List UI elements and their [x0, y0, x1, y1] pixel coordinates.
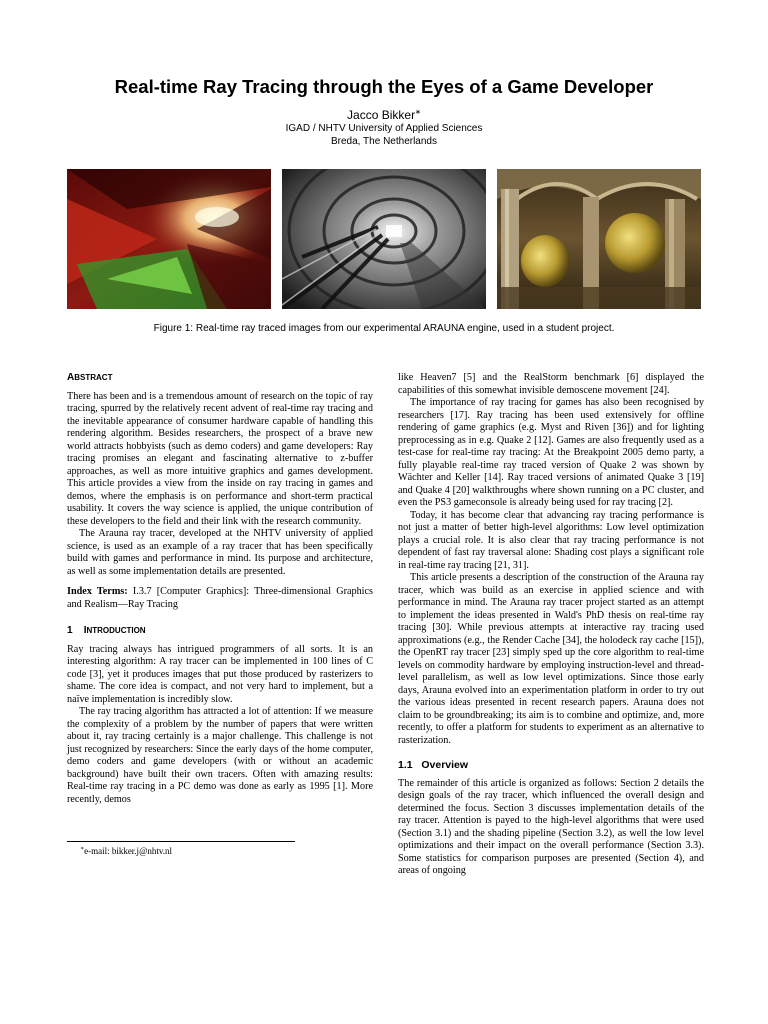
right-paragraph-3: Today, it has become clear that advancing ray tracing performance is not just a matter of better high-level algorithms: Low level optimization plays a crucial role. It is also clear that ray tracing performance is not dependent of fast ray traversal alone: Shading cost plays a significant role in real-time ray tracing [21, 31].	[398, 509, 704, 571]
abstract-paragraph-1: There has been and is a tremendous amount of research on the topic of ray tracing, spurred by the relatively recent advent of real-time ray tracing and the inevitable appearance of consumer hardware capable of handling this rendering algorithm. Besides researchers, the prospect of a brave new world attracts hobbyists (such as demo coders) and game developers: Ray tracing promises an elegant and fascinating alternative to z-buffer approaches, as well as more intuitive graphics and games development. This article provides a view from the inside on ray tracing in games and demos, where the emphasis is on performance and short-term practical usability. It covers the way science is applied, the unique contribution of these developers to the field and their link with the research community.	[67, 390, 373, 527]
index-terms	[67, 586, 373, 611]
figure-image-columns	[497, 169, 701, 309]
left-column	[67, 372, 373, 806]
paper-title: Real-time Ray Tracing through the Eyes of a Game Developer	[114, 76, 654, 97]
intro-paragraph-2: The ray tracing algorithm has attracted a lot of attention: If we measure the complexity of a problem by the number of papers that were written about it, ray tracing certainly is a major challenge. This challenge is not just recognized by researchers: Since the early days of the home computer, demo coders and game developers (with or without an academic background) have built their own tracers. Often with amazing results: Real-time ray tracing in a PC demo was done as early as 1995 [1]. More recently, demos	[67, 706, 373, 805]
overview-heading: 1.1 Overview	[398, 759, 469, 771]
index-terms-label: Index Terms:	[67, 586, 128, 597]
figure-image-red-scene	[67, 169, 271, 309]
index-terms-text: I.3.7 [Computer Graphics]: Three-dimensional Graphics and Realism—Ray Tracing	[67, 586, 373, 610]
right-column	[398, 372, 704, 878]
introduction-heading-initial: I	[83, 625, 87, 636]
footnote	[80, 845, 172, 856]
right-paragraph-4: This article presents a description of the construction of the Arauna ray tracer, which was build as an exercise in applied science and with performance in mind. The Arauna ray tracer project started as an attempt to implement the ideas presented in Wald's PhD thesis on real-time ray tracing [30]. While previous attempts at interactive ray tracing used approximations (e.g., the Render Cache [34], the holodeck ray cache [15]), the OpenRT ray tracer [23] simply sped up the core algorithm to real-time levels on commodity hardware by employing instruction-level and thread-level parallelism, as well as low level optimizations. Since those early days, Arauna evolved into an experimentation platform in order to try out the various ideas presented in recent research papers. Arauna does not claim to be groundbreaking; its aim is to combine and optimize, and, more recently, to offer a platform for students to experiment as an alternative to rasterization.	[398, 572, 704, 746]
footnote-rule	[67, 841, 295, 842]
affiliation-line-1: IGAD / NHTV University of Applied Sciences	[285, 123, 483, 134]
author-footnote-mark: ∗	[415, 109, 421, 116]
affiliation-line-2: Breda, The Netherlands	[331, 135, 437, 147]
abstract-heading	[67, 372, 373, 385]
intro-paragraph-1: Ray tracing always has intrigued programmers of all sorts. It is an interesting algorithm: A ray tracer can be implemented in 100 lines of C code [3], yet it produces images that put those produced by rasterizers to shame. The core idea is compact, and not very hard to implement, but a naïve implementation is incredibly slow.	[67, 643, 373, 705]
author-name-text: Jacco Bikker	[347, 108, 416, 122]
introduction-number: 1	[67, 625, 73, 636]
figure-image-corridor	[282, 169, 486, 309]
right-paragraph-1: like Heaven7 [5] and the RealStorm benchmark [6] displayed the capabilities of this somewhat invisible demoscene movement [24].	[398, 372, 704, 396]
affiliation	[0, 123, 768, 148]
overview-paragraph-1: The remainder of this article is organized as follows: Section 2 details the design goals of the ray tracer, which influenced the overall design and determined the focus. Section 3 discusses implementation details of the ray tracer. Attention is payed to the high-level algorithms that were used (Section 3.1) and the shading pipeline (Section 3.2), as well the low level optimizations and their impact on the overall performance (Section 3.3). Some statistics for comparison purposes are presented (Section 4), and areas of ongoing	[398, 777, 704, 876]
footnote-text: e-mail: bikker.j@nhtv.nl	[84, 846, 173, 856]
author-name	[0, 108, 768, 122]
figure-caption: Figure 1: Real-time ray traced images from our experimental ARAUNA engine, used in a student project.	[153, 323, 615, 334]
abstract-heading-rest: BSTRACT	[74, 373, 113, 382]
footnote-mark: ∗	[80, 846, 85, 852]
introduction-heading	[67, 625, 373, 638]
abstract-paragraph-2: The Arauna ray tracer, developed at the NHTV university of applied science, is used as an example of a ray tracer that has been specifically build with games and performance in mind. Its purpose and architecture, as well as some implementation details are presented.	[67, 528, 373, 577]
abstract-heading-initial: A	[67, 372, 75, 383]
figure-1-images	[67, 169, 701, 309]
right-paragraph-2: The importance of ray tracing for games has also been recognised by researchers [17]. Ray tracing has been used extensively for offline rendering of game graphics (e.g. Myst and Riven [36]) and for lighting preprocessing as in e.g. Quake 2 [12]. Games are also frequently used as a test-case for real-time ray tracing: At the Breakpoint 2005 demo party, a fully playable real-time ray traced version of Quake 2 was shown by Wächter and Keller [14]. Ray traced versions of animated Quake 3 [19] and Quake 4 [20] walkthroughs where shown running on a PC cluster, and even the PS3 gameconsole is already being used for ray tracing [2].	[398, 397, 704, 508]
introduction-heading-rest: NTRODUCTION	[86, 626, 146, 635]
